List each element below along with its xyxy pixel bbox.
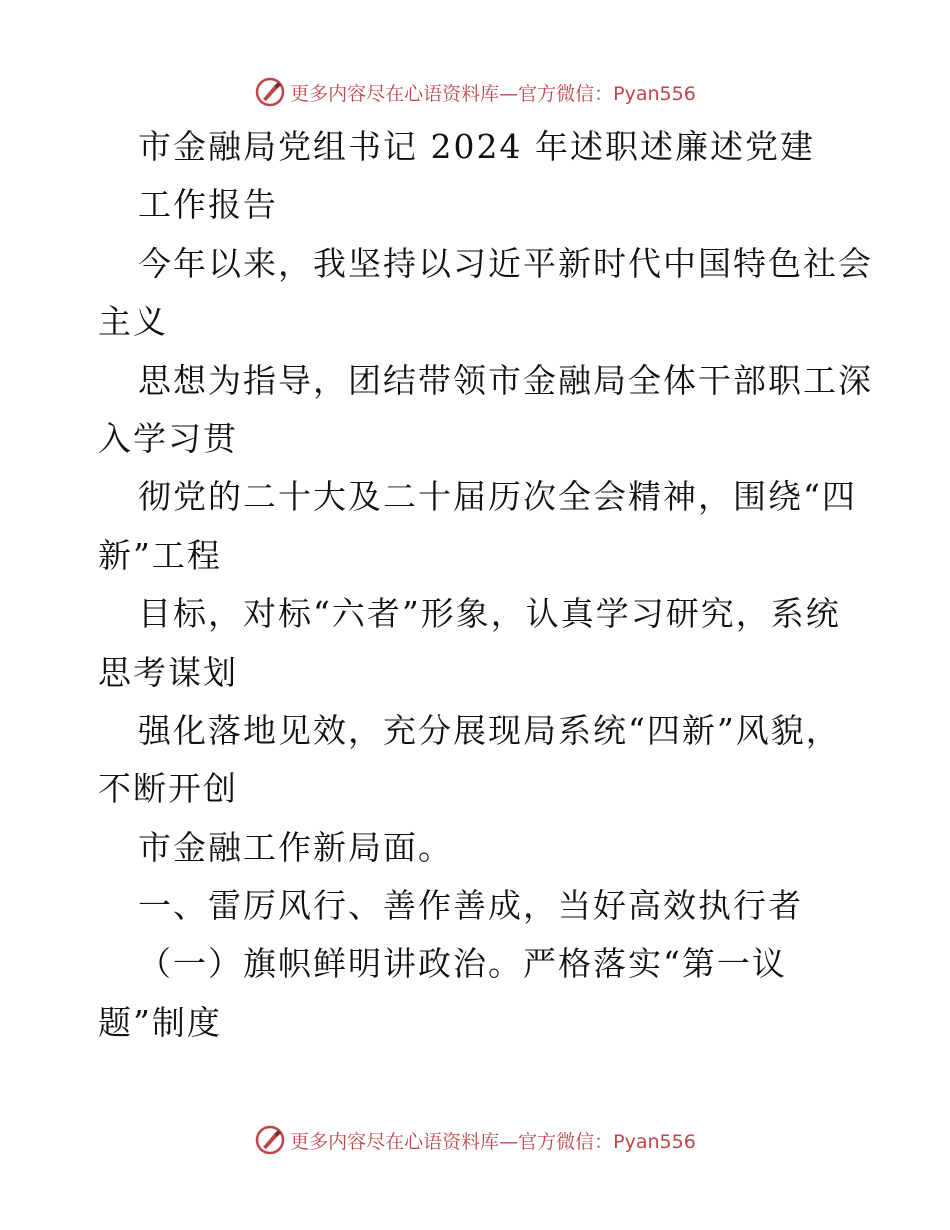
paragraph-line: 今年以来，我坚持以习近平新时代中国特色社会	[138, 243, 873, 283]
subsection-heading: （一）旗帜鲜明讲政治。严格落实“第一议	[138, 944, 787, 984]
header-banner	[0, 72, 950, 112]
document-body	[98, 118, 873, 1052]
paragraph-line: 市金融工作新局面。	[138, 827, 453, 867]
section-heading: 一、雷厉风行、善作善成，当好高效执行者	[138, 886, 803, 926]
doc-title-line-2: 工作报告	[138, 185, 278, 225]
footer-banner	[0, 1120, 950, 1160]
paragraph-line: 不断开创	[98, 769, 238, 809]
paragraph-line: 彻党的二十大及二十届历次全会精神，围绕“四	[138, 477, 857, 517]
doc-title-line-1: 市金融局党组书记 2024 年述职述廉述党建	[138, 127, 815, 166]
paragraph-line: 思考谋划	[98, 652, 238, 692]
paragraph-line: 新”工程	[98, 535, 222, 575]
banner-text: 更多内容尽在心语资料库—官方微信：Pyan556	[290, 82, 696, 105]
banner-text: 更多内容尽在心语资料库—官方微信：Pyan556	[290, 1130, 696, 1153]
paragraph-line: 思想为指导，团结带领市金融局全体干部职工深	[138, 360, 873, 400]
paragraph-line: 题”制度	[98, 1002, 222, 1042]
pen-logo-icon	[254, 1124, 286, 1156]
paragraph-line: 强化落地见效，充分展现局系统“四新”风貌，	[138, 710, 841, 750]
paragraph-line: 目标，对标“六者”形象，认真学习研究，系统	[138, 594, 841, 634]
pen-logo-icon	[254, 76, 286, 108]
paragraph-line: 主义	[98, 302, 168, 342]
paragraph-line: 入学习贯	[98, 418, 238, 458]
